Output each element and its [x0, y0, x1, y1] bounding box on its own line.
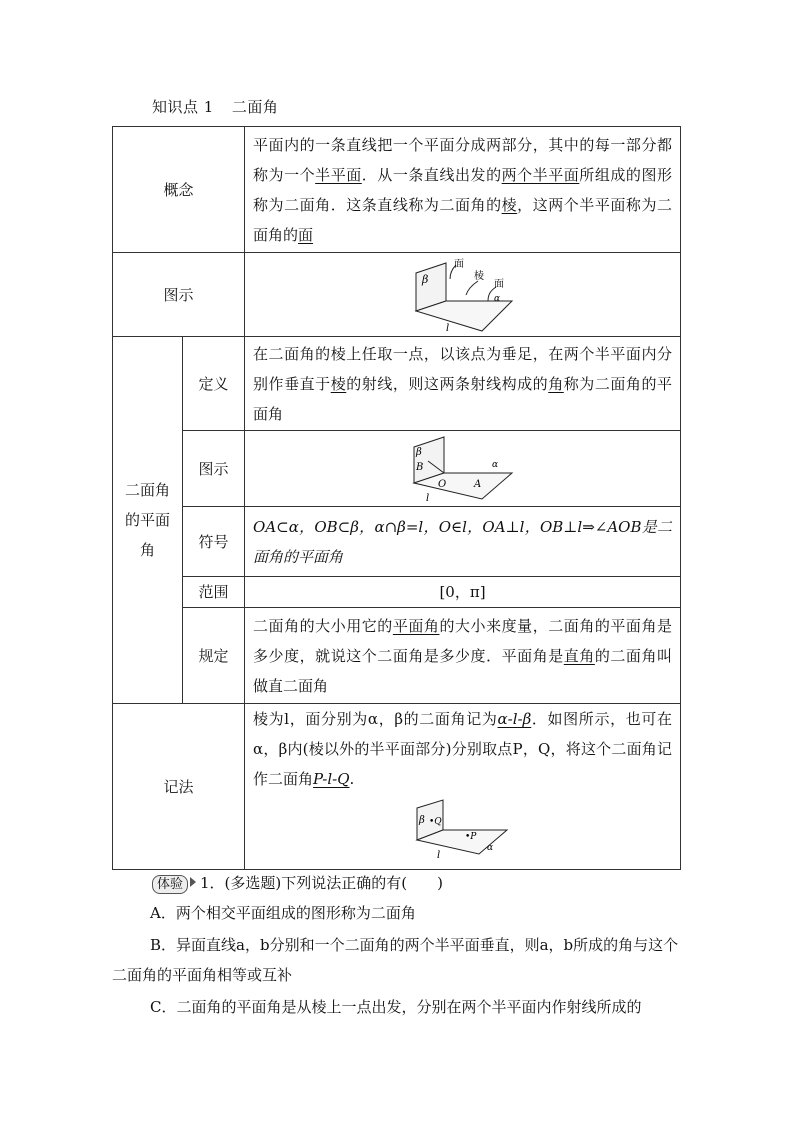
svg-text:α: α	[486, 843, 493, 853]
rule-label: 规定	[183, 608, 245, 704]
svg-text:O: O	[437, 478, 446, 490]
svg-text:•Q: •Q	[428, 817, 442, 827]
svg-text:•P: •P	[464, 832, 476, 842]
range-value: [0，π]	[245, 577, 681, 608]
option-b: B．异面直线a，b分别和一个二面角的两个半平面垂直，则a，b所成的角与这个二面角的平面角相等或互补	[112, 936, 679, 984]
figure2-cell	[245, 431, 681, 507]
figure-cell	[245, 253, 681, 337]
dihedral-figure	[408, 257, 518, 333]
figure2-label: 图示	[183, 431, 245, 507]
badge-arrow-icon	[190, 877, 196, 887]
symbol-text: OA⊂α，OB⊂β，α∩β=l，O∈l，OA⊥l，OB⊥l⇒∠AOB是二面角的平面角	[245, 507, 681, 577]
section-heading	[152, 96, 278, 117]
dihedral-angle-table	[112, 126, 681, 870]
svg-text:β: β	[418, 815, 425, 826]
svg-text:α: α	[491, 459, 498, 470]
exercise-question: 体验 1．(多选题)下列说法正确的有( )	[112, 868, 680, 898]
definition-label: 定义	[183, 337, 245, 431]
plane-angle-group-label: 二面角的平面角	[113, 337, 183, 704]
svg-text:A: A	[473, 478, 481, 490]
svg-text:β: β	[421, 272, 428, 286]
svg-text:α: α	[493, 293, 500, 304]
option-c: C．二面角的平面角是从棱上一点出发，分别在两个半平面内作射线所成的	[150, 998, 642, 1016]
svg-text:面: 面	[453, 258, 464, 270]
concept-text: 平面内的一条直线把一个平面分成两部分，其中的每一部分都称为一个半平面．从一条直线出发的两个半平面所组成的图形称为二面角．这条直线称为二面角的棱，这两个半平面称为二面角的面	[245, 127, 681, 253]
range-label: 范围	[183, 577, 245, 608]
svg-text:l: l	[445, 322, 449, 333]
svg-text:l: l	[425, 492, 429, 503]
notation-cell	[245, 704, 681, 870]
concept-label: 概念	[113, 127, 245, 253]
svg-text:棱: 棱	[473, 270, 484, 282]
exercise-badge: 体验	[152, 875, 188, 894]
symbol-label: 符号	[183, 507, 245, 577]
figure-label: 图示	[113, 253, 245, 337]
notation-label: 记法	[113, 704, 245, 870]
svg-text:面: 面	[493, 278, 504, 290]
definition-text: 在二面角的棱上任取一点，以该点为垂足，在两个半平面内分别作垂直于棱的射线，则这两条射线构成的角称为二面角的平面角	[245, 337, 681, 431]
notation-figure	[413, 798, 513, 860]
rule-text: 二面角的大小用它的平面角的大小来度量，二面角的平面角是多少度，就说这个二面角是多少度．平面角是直角的二面角叫做直二面角	[245, 608, 681, 704]
svg-text:β: β	[415, 446, 422, 458]
heading-number: 知识点 1	[152, 98, 214, 116]
svg-text:l: l	[436, 850, 440, 860]
heading-title: 二面角	[231, 98, 279, 116]
notation-text: 棱为l，面分别为α，β的二面角记为α-l-β．如图所示，也可在α，β内(棱以外的半平面部分)分别取点P，Q，将这个二面角记作二面角P-l-Q.	[253, 710, 673, 788]
plane-angle-figure	[408, 435, 518, 503]
option-a: A．两个相交平面组成的图形称为二面角	[150, 904, 416, 922]
svg-text:B: B	[415, 461, 423, 473]
